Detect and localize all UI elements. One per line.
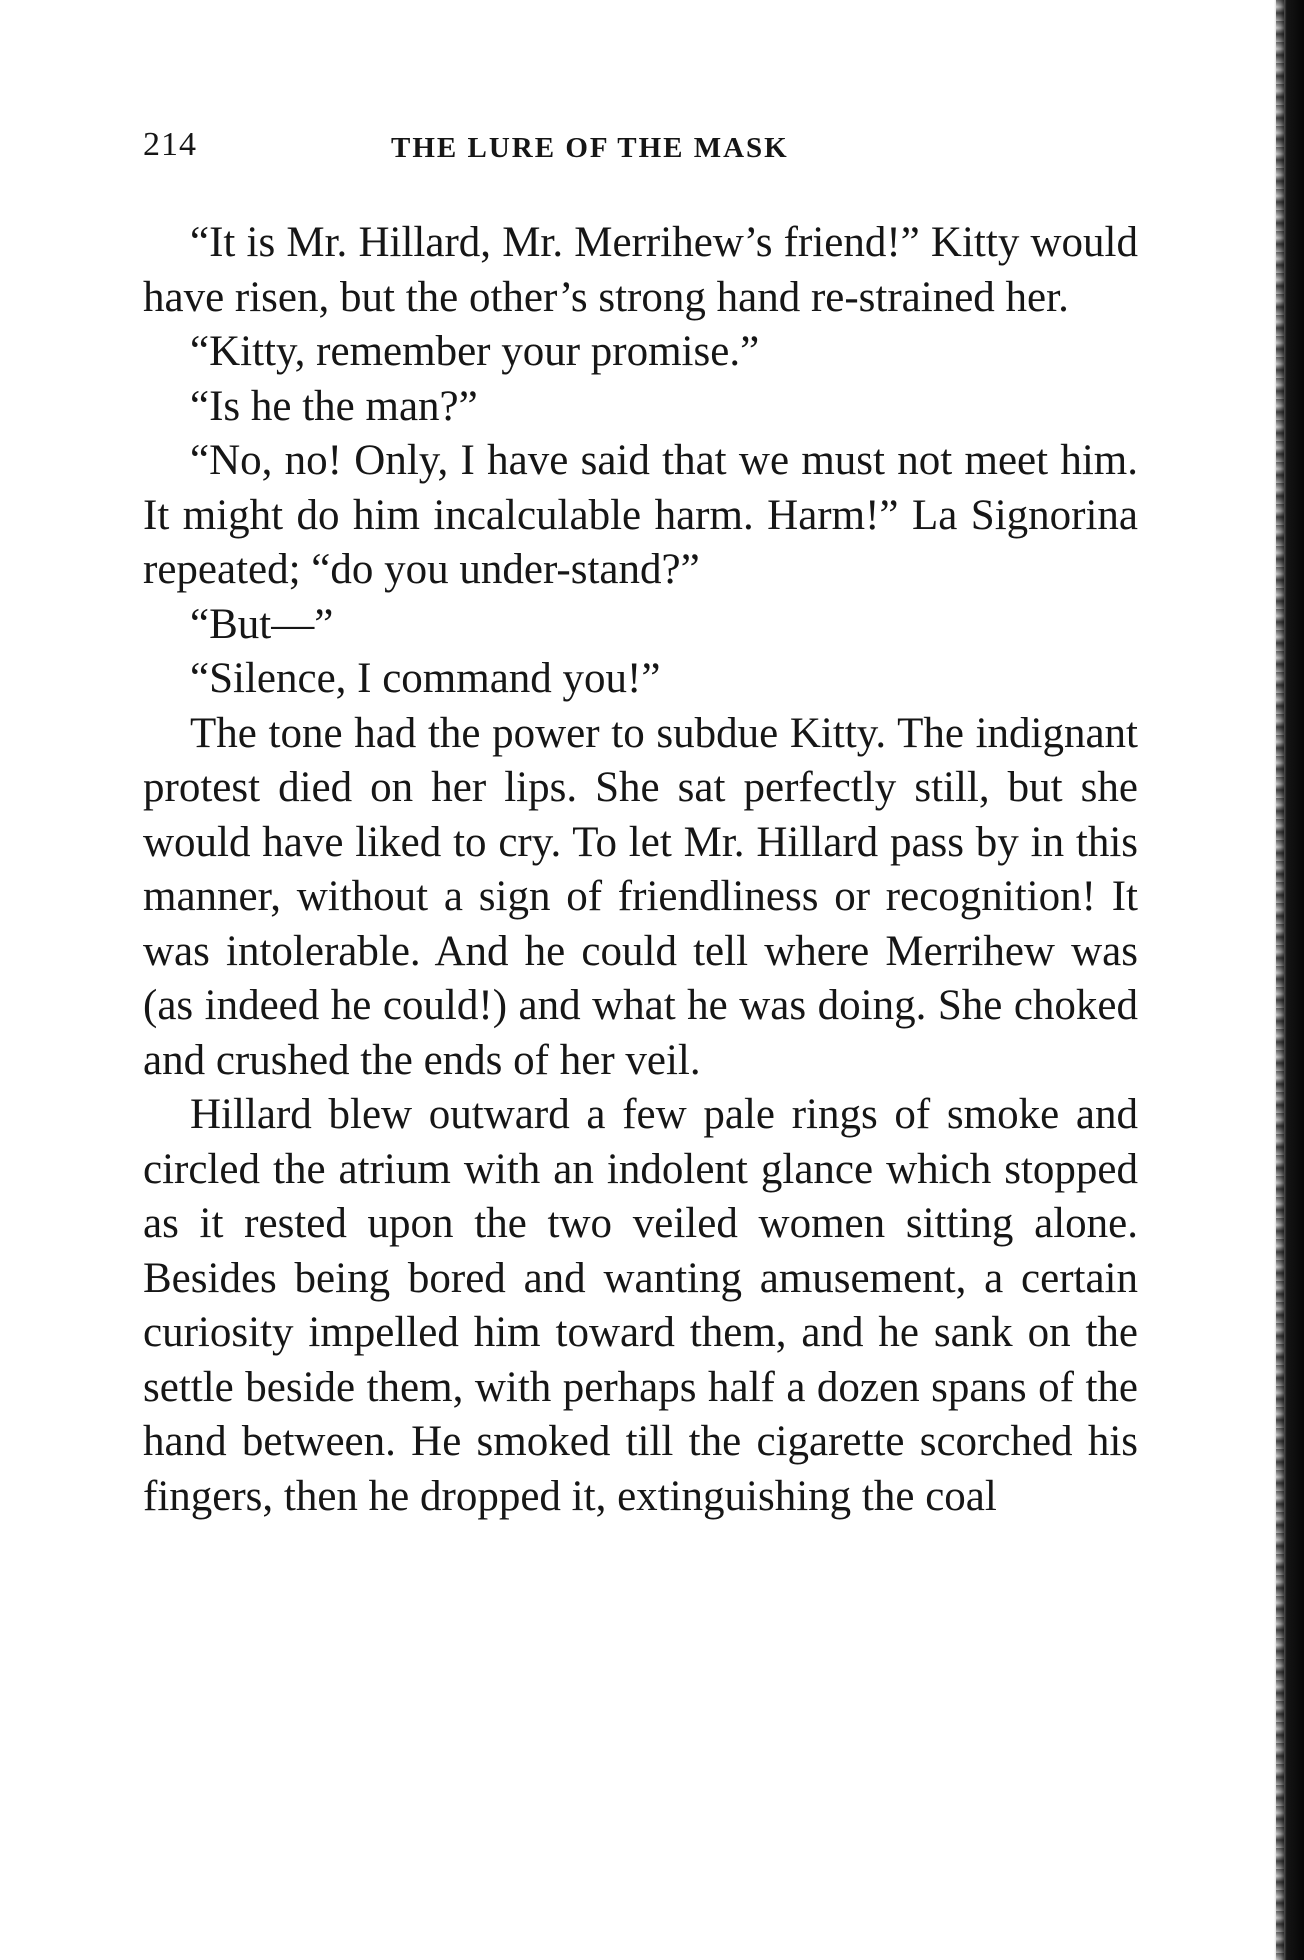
- paragraph: The tone had the power to subdue Kitty. The indignant protest died on her lips. She sat perfectly still, but she would have liked to cry. To let Mr. Hillard pass by in this manner, without a sign of friendliness or recognition! It was intolerable. And he could tell where Merrihew was (as indeed he could!) and what he was doing. She choked and crushed the ends of her veil.: [143, 709, 1138, 1084]
- book-title: THE LURE OF THE MASK: [391, 132, 789, 164]
- paragraph: “It is Mr. Hillard, Mr. Merrihew’s friend!” Kitty would have risen, but the other’s strong hand re-strained her.: [143, 219, 1138, 321]
- paragraph: Hillard blew outward a few pale rings of smoke and circled the atrium with an indolent glance which stopped as it rested upon the two veiled women sitting alone. Besides being bored and wanting amusement, a certain curiosity impelled him toward them, and he sank on the settle beside them, with perhaps half a dozen spans of the hand between. He smoked till the cigarette scorched his fingers, then he dropped it, extinguishing the coal: [143, 1091, 1138, 1520]
- paragraph: “But—”: [190, 600, 334, 648]
- paragraph: “No, no! Only, I have said that we must not meet him. It might do him incalculable harm. Harm!” La Signorina repeated; “do you under-stand?”: [143, 437, 1138, 593]
- page-number: 214: [143, 126, 197, 163]
- scan-edge-shadow: [1274, 0, 1304, 1960]
- paragraph: “Kitty, remember your promise.”: [190, 328, 760, 375]
- body-text: [143, 216, 1138, 1524]
- running-head: [143, 126, 1143, 176]
- paragraph: “Is he the man?”: [190, 382, 478, 430]
- paragraph: “Silence, I command you!”: [190, 655, 661, 702]
